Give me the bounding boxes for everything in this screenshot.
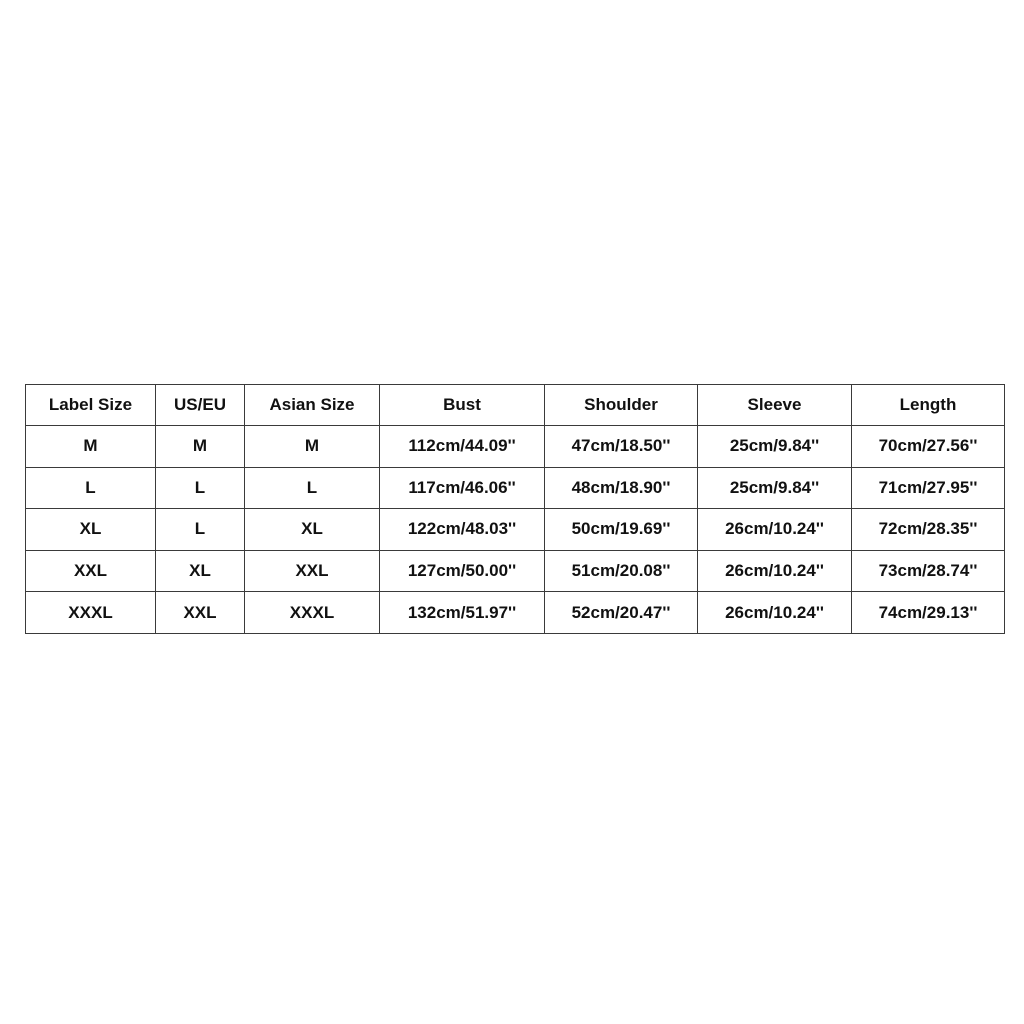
size-chart-table bbox=[25, 384, 1005, 634]
cell-sleeve: 26cm/10.24'' bbox=[698, 592, 852, 634]
cell-bust: 122cm/48.03'' bbox=[380, 509, 545, 551]
cell-us-eu: M bbox=[156, 426, 245, 468]
cell-length: 71cm/27.95'' bbox=[852, 467, 1005, 509]
header-length: Length bbox=[852, 385, 1005, 426]
header-bust: Bust bbox=[380, 385, 545, 426]
cell-us-eu: XL bbox=[156, 550, 245, 592]
table-row bbox=[26, 426, 1005, 468]
header-shoulder: Shoulder bbox=[545, 385, 698, 426]
cell-us-eu: L bbox=[156, 509, 245, 551]
header-label-size: Label Size bbox=[26, 385, 156, 426]
cell-label-size: XXXL bbox=[26, 592, 156, 634]
cell-sleeve: 25cm/9.84'' bbox=[698, 426, 852, 468]
cell-shoulder: 51cm/20.08'' bbox=[545, 550, 698, 592]
cell-shoulder: 48cm/18.90'' bbox=[545, 467, 698, 509]
cell-bust: 112cm/44.09'' bbox=[380, 426, 545, 468]
header-us-eu: US/EU bbox=[156, 385, 245, 426]
header-row bbox=[26, 385, 1005, 426]
cell-bust: 117cm/46.06'' bbox=[380, 467, 545, 509]
cell-label-size: M bbox=[26, 426, 156, 468]
cell-sleeve: 26cm/10.24'' bbox=[698, 509, 852, 551]
table-row bbox=[26, 509, 1005, 551]
cell-length: 70cm/27.56'' bbox=[852, 426, 1005, 468]
cell-length: 72cm/28.35'' bbox=[852, 509, 1005, 551]
cell-label-size: XXL bbox=[26, 550, 156, 592]
cell-sleeve: 25cm/9.84'' bbox=[698, 467, 852, 509]
cell-label-size: XL bbox=[26, 509, 156, 551]
cell-asian-size: XXL bbox=[245, 550, 380, 592]
cell-us-eu: XXL bbox=[156, 592, 245, 634]
cell-bust: 127cm/50.00'' bbox=[380, 550, 545, 592]
cell-label-size: L bbox=[26, 467, 156, 509]
cell-asian-size: L bbox=[245, 467, 380, 509]
cell-length: 74cm/29.13'' bbox=[852, 592, 1005, 634]
table-row bbox=[26, 467, 1005, 509]
cell-shoulder: 52cm/20.47'' bbox=[545, 592, 698, 634]
cell-asian-size: M bbox=[245, 426, 380, 468]
cell-asian-size: XL bbox=[245, 509, 380, 551]
cell-length: 73cm/28.74'' bbox=[852, 550, 1005, 592]
header-sleeve: Sleeve bbox=[698, 385, 852, 426]
cell-us-eu: L bbox=[156, 467, 245, 509]
cell-shoulder: 50cm/19.69'' bbox=[545, 509, 698, 551]
table-row bbox=[26, 592, 1005, 634]
cell-sleeve: 26cm/10.24'' bbox=[698, 550, 852, 592]
header-asian-size: Asian Size bbox=[245, 385, 380, 426]
table-row bbox=[26, 550, 1005, 592]
cell-shoulder: 47cm/18.50'' bbox=[545, 426, 698, 468]
cell-asian-size: XXXL bbox=[245, 592, 380, 634]
cell-bust: 132cm/51.97'' bbox=[380, 592, 545, 634]
